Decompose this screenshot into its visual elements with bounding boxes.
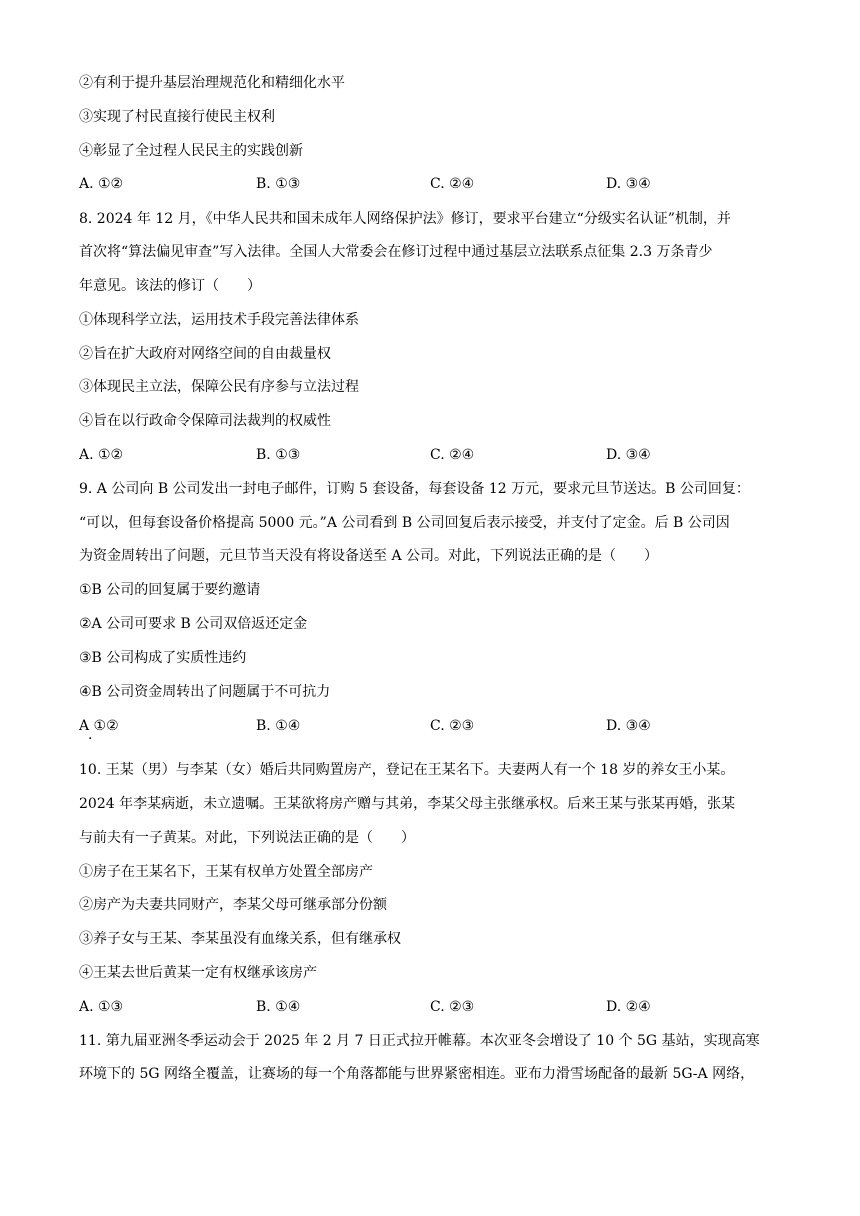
q10-stem-line-3: 与前夫有一子黄某。对此，下列说法正确的是（ ）	[79, 830, 415, 846]
q9-item-2: ②A 公司可要求 B 公司双倍返还定金	[79, 616, 308, 632]
q9-option-d: D. ③④	[606, 718, 651, 734]
q9-stray-dot: ·	[88, 731, 93, 747]
q8-option-b: B. ①③	[256, 447, 301, 463]
q11-stem-line-1: 11. 第九届亚洲冬季运动会于 2025 年 2 月 7 日正式拉开帷幕。本次亚冬会增设了 10 个 5G 基站，实现高寒	[79, 1033, 760, 1049]
q9-stem-line-2: “可以，但每套设备价格提高 5000 元。”A 公司看到 B 公司回复后表示接受，并支付了定金。后 B 公司因	[79, 515, 730, 531]
q7-option-b: B. ①③	[256, 176, 301, 192]
q9-stem-line-3: 为资金周转出了问题，元旦节当天没有将设备送至 A 公司。对此，下列说法正确的是（ ）	[79, 548, 659, 564]
q9-option-b: B. ①④	[256, 718, 301, 734]
q9-option-c: C. ②③	[430, 718, 475, 734]
q8-stem-line-1: 8. 2024 年 12 月，《中华人民共和国未成年人网络保护法》修订，要求平台建立“分级实名认证”机制，并	[79, 211, 731, 227]
q9-stem-line-1: 9. A 公司向 B 公司发出一封电子邮件，订购 5 套设备，每套设备 12 万元，要求元旦节送达。B 公司回复：	[79, 481, 750, 497]
q8-stem-line-3: 年意见。该法的修订（ ）	[79, 278, 261, 294]
q10-option-a: A. ①③	[79, 999, 124, 1015]
q10-item-2: ②房产为夫妻共同财产，李某父母可继承部分份额	[79, 897, 387, 913]
q8-stem-line-2: 首次将“算法偏见审查”写入法律。全国人大常委会在修订过程中通过基层立法联系点征集 2.3 万条青少	[79, 244, 713, 260]
q8-option-a: A. ①②	[79, 447, 124, 463]
q8-option-d: D. ③④	[606, 447, 651, 463]
q9-item-1: ①B 公司的回复属于要约邀请	[79, 582, 261, 598]
q7-item-3: ③实现了村民直接行使民主权利	[79, 109, 275, 125]
q10-option-d: D. ②④	[606, 999, 651, 1015]
q8-option-c: C. ②④	[430, 447, 475, 463]
q10-option-c: C. ②③	[430, 999, 475, 1015]
q9-item-3: ③B 公司构成了实质性违约	[79, 650, 247, 666]
q9-option-a: A ①②	[79, 718, 119, 734]
q8-item-1: ①体现科学立法，运用技术手段完善法律体系	[79, 312, 359, 328]
q7-option-a: A. ①②	[79, 176, 124, 192]
q7-item-2: ②有利于提升基层治理规范化和精细化水平	[79, 75, 345, 91]
q8-item-2: ②旨在扩大政府对网络空间的自由裁量权	[79, 346, 331, 362]
q7-item-4: ④彰显了全过程人民民主的实践创新	[79, 143, 303, 159]
q7-option-d: D. ③④	[606, 176, 651, 192]
q9-item-4: ④B 公司资金周转出了问题属于不可抗力	[79, 684, 331, 700]
q10-item-4: ④王某去世后黄某一定有权继承该房产	[79, 965, 317, 981]
q10-stem-line-1: 10. 王某（男）与李某（女）婚后共同购置房产，登记在王某名下。夫妻两人有一个 18 岁的养女王小某。	[79, 762, 735, 778]
q10-stem-line-2: 2024 年李某病逝，未立遗嘱。王某欲将房产赠与其弟，李某父母主张继承权。后来王某与张某再婚，张某	[79, 796, 736, 812]
q8-item-3: ③体现民主立法，保障公民有序参与立法过程	[79, 379, 359, 395]
q10-item-1: ①房子在王某名下，王某有权单方处置全部房产	[79, 864, 373, 880]
q8-item-4: ④旨在以行政命令保障司法裁判的权威性	[79, 413, 331, 429]
q7-option-c: C. ②④	[430, 176, 475, 192]
q10-item-3: ③养子女与王某、李某虽没有血缘关系，但有继承权	[79, 931, 401, 947]
q10-option-b: B. ①④	[256, 999, 301, 1015]
q11-stem-line-2: 环境下的 5G 网络全覆盖，让赛场的每一个角落都能与世界紧密相连。亚布力滑雪场配备的最新 5G-A 网络，	[79, 1066, 755, 1082]
